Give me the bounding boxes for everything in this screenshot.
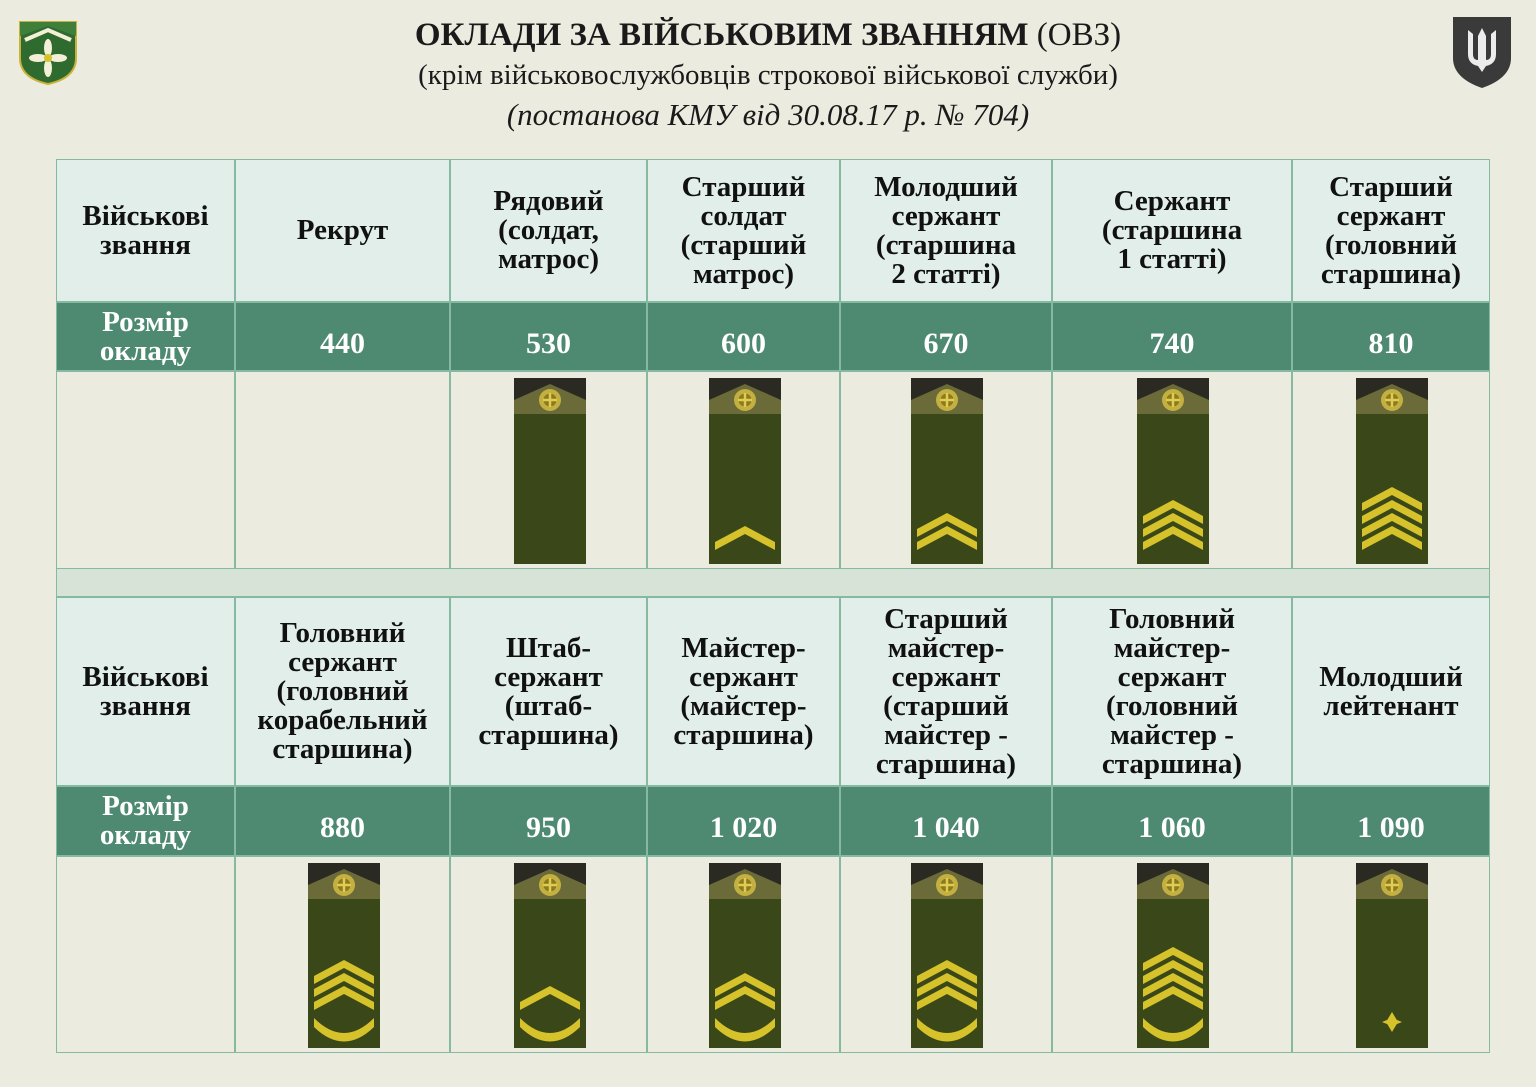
insignia-cell — [647, 856, 840, 1053]
four-chevrons-icon — [1356, 378, 1428, 564]
salary-value-cell: 950 — [450, 786, 647, 856]
rank-name-cell: Молодший лейтенант — [1292, 597, 1490, 786]
page-subtitle: (крім військовослужбовців строкової військової служби) — [418, 59, 1118, 91]
rank-name-cell: Головний сержант (головний корабельний старшина) — [235, 597, 450, 786]
three-chevrons-icon — [1137, 378, 1209, 564]
row-label-ranks: Військові звання — [56, 159, 235, 302]
page-title: ОКЛАДИ ЗА ВІЙСЬКОВИМ ЗВАННЯМ (ОВЗ) — [414, 17, 1122, 53]
salary-value-cell: 740 — [1052, 302, 1292, 371]
page-header — [0, 14, 1536, 136]
salary-value-cell: 1 090 — [1292, 786, 1490, 856]
rank-name-cell: Рядовий (солдат, матрос) — [450, 159, 647, 302]
three-chevrons-arc-icon — [911, 863, 983, 1048]
rank-name-cell: Молодший сержант (старшина 2 статті) — [840, 159, 1052, 302]
salary-value-cell: 600 — [647, 302, 840, 371]
insignia-cell — [840, 856, 1052, 1053]
decree-reference: (постанова КМУ від 30.08.17 р. № 704) — [506, 97, 1030, 132]
insignia-cell — [1292, 371, 1490, 569]
rank-name-cell: Сержант (старшина 1 статті) — [1052, 159, 1292, 302]
four-chevrons-arc-icon — [1137, 863, 1209, 1048]
two-chevrons-arc-icon — [709, 863, 781, 1048]
insignia-cell — [1052, 856, 1292, 1053]
salary-value-cell: 1 020 — [647, 786, 840, 856]
two-chevrons-icon — [911, 378, 983, 564]
rank-salary-table — [56, 159, 1490, 1053]
insignia-cell-empty — [56, 856, 235, 1053]
plain-shoulder-board-icon — [514, 378, 586, 564]
row-label-ranks: Військові звання — [56, 597, 235, 786]
insignia-cell — [450, 856, 647, 1053]
rank-name-cell: Головний майстер- сержант (головний майстер - старшина) — [1052, 597, 1292, 786]
rank-name-cell: Штаб- сержант (штаб- старшина) — [450, 597, 647, 786]
salary-value-cell: 530 — [450, 302, 647, 371]
salary-value-cell: 1 060 — [1052, 786, 1292, 856]
insignia-cell-empty — [56, 371, 235, 569]
one-chevron-arc-icon — [514, 863, 586, 1048]
row-label-salary: Розмір окладу — [56, 786, 235, 856]
rank-name-cell: Старший майстер- сержант (старший майстер - старшина) — [840, 597, 1052, 786]
rank-name-cell: Майстер- сержант (майстер- старшина) — [647, 597, 840, 786]
insignia-cell — [450, 371, 647, 569]
insignia-cell — [840, 371, 1052, 569]
rank-name-cell: Старший солдат (старший матрос) — [647, 159, 840, 302]
three-chevrons-arc-icon — [308, 863, 380, 1048]
insignia-cell — [1292, 856, 1490, 1053]
rank-name-cell: Рекрут — [235, 159, 450, 302]
salary-value-cell: 880 — [235, 786, 450, 856]
one-star-icon — [1356, 863, 1428, 1048]
salary-value-cell: 1 040 — [840, 786, 1052, 856]
salary-value-cell: 670 — [840, 302, 1052, 371]
salary-value-cell: 440 — [235, 302, 450, 371]
rank-name-cell: Старший сержант (головний старшина) — [1292, 159, 1490, 302]
insignia-cell — [235, 371, 450, 569]
insignia-cell — [235, 856, 450, 1053]
salary-value-cell: 810 — [1292, 302, 1490, 371]
insignia-cell — [1052, 371, 1292, 569]
one-chevron-icon — [709, 378, 781, 564]
insignia-cell — [647, 371, 840, 569]
table-separator — [56, 568, 1490, 597]
row-label-salary: Розмір окладу — [56, 302, 235, 371]
